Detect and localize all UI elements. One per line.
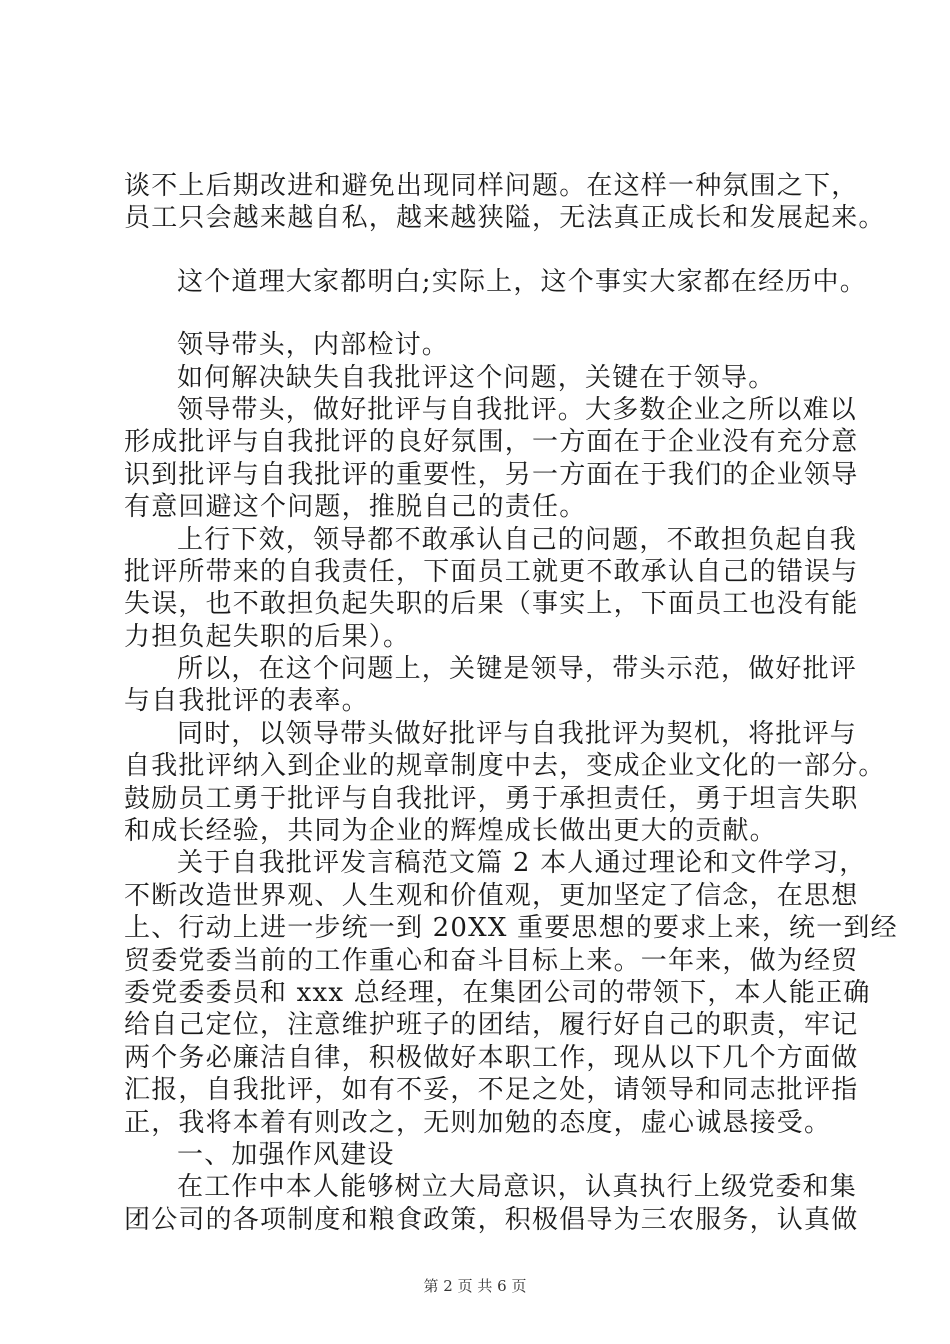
text-line: 和成长经验，共同为企业的辉煌成长做出更大的贡献。	[124, 816, 777, 847]
text-line: 在工作中本人能够树立大局意识，认真执行上级党委和集	[177, 1172, 858, 1203]
text-line: 批评所带来的自我责任，下面员工就更不敢承认自己的错误与	[124, 556, 859, 587]
text-line: 汇报，自我批评，如有不妥，不足之处，请领导和同志批评指	[124, 1075, 859, 1106]
text-line: 正，我将本着有则改之，无则加勉的态度，虚心诚恳接受。	[124, 1107, 832, 1138]
text-line: 失误，也不敢担负起失职的后果（事实上，下面员工也没有能	[124, 589, 859, 620]
document-body	[124, 170, 898, 1236]
text-line: 不断改造世界观、人生观和价值观，更加坚定了信念，在思想	[124, 880, 859, 911]
text-line: 所以，在这个问题上，关键是领导，带头示范，做好批评	[177, 654, 858, 685]
text-line: 这个道理大家都明白;实际上，这个事实大家都在经历中。	[177, 266, 867, 297]
text-line: 领导带头，做好批评与自我批评。大多数企业之所以难以	[177, 394, 858, 425]
text-line: 识到批评与自我批评的重要性，另一方面在于我们的企业领导	[124, 459, 859, 490]
page-number-footer: 第 2 页 共 6 页	[423, 1277, 527, 1295]
text-line: 有意回避这个问题，推脱自己的责任。	[124, 492, 587, 523]
text-line: 如何解决缺失自我批评这个问题，关键在于领导。	[177, 362, 776, 393]
text-line: 关于自我批评发言稿范文篇 2 本人通过理论和文件学习，	[177, 848, 867, 879]
section-heading: 一、加强作风建设	[177, 1139, 395, 1170]
text-line: 上行下效，领导都不敢承认自己的问题，不敢担负起自我	[177, 524, 858, 555]
text-line: 谈不上后期改进和避免出现同样问题。在这样一种氛围之下，	[124, 171, 859, 201]
text-line: 自我批评纳入到企业的规章制度中去，变成企业文化的一部分。	[124, 751, 886, 782]
text-line: 贸委党委当前的工作重心和奋斗目标上来。一年来，做为经贸	[124, 945, 859, 976]
text-line: 给自己定位，注意维护班子的团结，履行好自己的职责，牢记	[124, 1010, 859, 1041]
text-line: 上、行动上进一步统一到 20XX 重要思想的要求上来，统一到经	[124, 913, 898, 944]
text-line: 委党委委员和 xxx 总经理，在集团公司的带领下，本人能正确	[124, 977, 871, 1008]
text-line: 同时，以领导带头做好批评与自我批评为契机，将批评与	[177, 718, 858, 749]
text-line: 员工只会越来越自私，越来越狭隘，无法真正成长和发展起来。	[124, 203, 886, 234]
text-line: 鼓励员工勇于批评与自我批评，勇于承担责任，勇于坦言失职	[124, 783, 859, 814]
text-line: 两个务必廉洁自律，积极做好本职工作，现从以下几个方面做	[124, 1042, 859, 1073]
text-line: 与自我批评的表率。	[124, 686, 369, 717]
text-line: 团公司的各项制度和粮食政策，积极倡导为三农服务，认真做	[124, 1204, 859, 1235]
text-line: 领导带头，内部检讨。	[177, 330, 450, 361]
text-line: 力担负起失职的后果）。	[124, 621, 411, 652]
text-line: 形成批评与自我批评的良好氛围，一方面在于企业没有充分意	[124, 427, 859, 458]
